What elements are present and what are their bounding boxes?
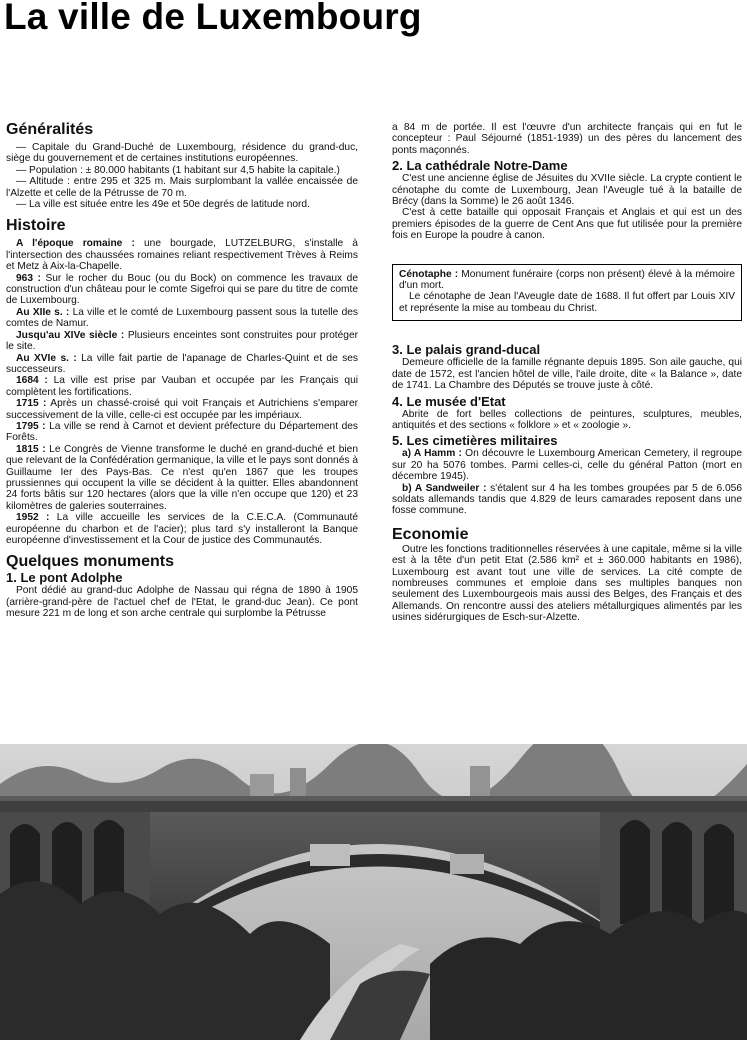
cimetiere-hamm (392, 448, 742, 482)
generalites-para: — Altitude : entre 295 et 325 m. Mais surplombant la vallée encaissée de l'Alzette et celle de la Pétrusse de 70 m. (6, 176, 358, 199)
entry-text: Sur le rocher du Bouc (ou du Bock) on commence les travaux de construction d'un château pour le comte Sigefroi qui se pare du titre de comte de Luxembourg. (6, 272, 358, 307)
entry-lead: 1815 : (16, 443, 46, 455)
heading-histoire: Histoire (6, 217, 66, 235)
small-arch (620, 820, 650, 924)
right-column (392, 122, 742, 624)
entry-text: Plusieurs enceintes sont construites pour protéger le site. (6, 329, 358, 353)
generalites-para: — Capitale du Grand-Duché de Luxembourg, résidence du grand-duc, siège du gouvernement et de certaines institutions européennes. (6, 142, 358, 165)
entry-text: Le Congrès de Vienne transforme le duché en grand-duché et bien que relevant de la Confédération germanique, la ville et le pays sont donnés à Guillaume Ier des Pays-Bas. Ce n'est qu'en 1867 que les troupes prussiennes qui occupent la ville se décident à la quitter. Elles abandonnent 24 forts bâtis sur 120 hectares (alors que la ville n'en occupe que 120) et 23 kilomètres de galeries souterraines. (6, 443, 358, 512)
hamm-lead: a) A Hamm : (402, 448, 462, 460)
heading-economie: Economie (392, 525, 469, 543)
entry-lead: Jusqu'au XIVe siècle : (16, 329, 125, 341)
bridge-photo-illustration (0, 744, 747, 1040)
cathedrale-para: C'est une ancienne église de Jésuites du XVIIe siècle. La crypte contient le cénotaphe du comte de Luxembourg, Jean l'Aveugle tué à la bataille de Brécy (dans la Somme) le 26 août 1346. (392, 173, 742, 208)
hamm-text: On découvre le Luxembourg American Cemetery, il regroupe sur 20 ha 5076 tombes. Parmi celles-ci, celle du général Patton (mort en décembre 1945). (392, 448, 742, 483)
histoire-entry (6, 398, 358, 421)
histoire-body (6, 238, 358, 546)
histoire-entry (6, 307, 358, 330)
entry-text: La ville et le comté de Luxembourg passent sous la tutelle des comtes de Namur. (6, 306, 358, 330)
cenotaphe-lead: Cénotaphe : (399, 268, 459, 280)
heading-generalites: Généralités (6, 121, 94, 138)
cimetiere-sandweiler (392, 483, 742, 517)
histoire-entry (6, 353, 358, 376)
cenotaphe-def: Monument funéraire (corps non présent) élevé à la mémoire d'un mort. (399, 268, 735, 292)
histoire-entry (6, 444, 358, 512)
cenotaphe-text: Le cénotaphe de Jean l'Aveugle date de 1688. Il fut offert par Louis XIV et représente la mise au tombeau du Christ. (399, 291, 735, 314)
economie-text: Outre les fonctions traditionnelles réservées à une capitale, même si la ville est à la tête d'un petit Etat (2.586 km² et ± 360.000 habitants en 1986), Luxembourg est avant tout une ville de services. La cité compte de nombreuses communes et emploie dans ses multiples banques non seulement des Luxembourgeois mais aussi des Belges, des Français et des Allemands. On rencontre aussi des ateliers métallurgiques alimentés par les usines sidérurgiques de Esch-sur-Alzette. (392, 543, 742, 624)
histoire-entry (6, 330, 358, 353)
entry-lead: 963 : (16, 272, 41, 284)
small-arch (662, 822, 692, 924)
bridge-deck (0, 800, 747, 812)
heading-cathedrale: 2. La cathédrale Notre-Dame (392, 158, 568, 174)
sandweiler-text: s'étalent sur 4 ha les tombes groupées par 5 de 6.056 soldats allemands tandis que 4.829 de leurs camarades reposent dans une fosse commune. (392, 482, 742, 517)
valley-house (450, 854, 484, 874)
valley-house (310, 844, 350, 866)
entry-lead: 1684 : (16, 375, 48, 387)
histoire-entry (6, 375, 358, 398)
bridge-parapet (0, 796, 747, 801)
sandweiler-lead: b) A Sandweiler : (402, 482, 487, 494)
generalites-para: — Population : ± 80.000 habitants (1 habitant sur 4,5 habite la capitale.) (16, 164, 340, 176)
entry-lead: 1952 : (16, 512, 50, 524)
histoire-entry (6, 273, 358, 307)
cathedrale-para: C'est à cette bataille qui opposait Français et Anglais et qui est un des premiers épisodes de la guerre de Cent Ans que fut utilisée pour la première fois en Europe la poudre à canon. (392, 207, 742, 242)
pont-adolphe-photo (0, 744, 747, 1040)
generalites-para: — La ville est située entre les 49e et 50e degrés de latitude nord. (16, 199, 310, 211)
entry-lead: 1715 : (16, 398, 47, 410)
palais-text: Demeure officielle de la famille régnante depuis 1895. Son aile gauche, qui date de 1572, est l'ancien hôtel de ville, l'aile droite, dite « la Balance », date de 1741. La Chambre des Députés se trouve juste à côté. (392, 357, 742, 392)
histoire-entry (6, 421, 358, 444)
entry-text: Après un chassé-croisé qui voit Français et Autrichiens s'emparer successivement de la ville, celle-ci est occupée par les impériaux. (6, 398, 359, 421)
heading-monuments: Quelques monuments (6, 553, 175, 571)
cenotaphe-box (392, 264, 742, 322)
left-column (6, 120, 358, 620)
entry-lead: A l'époque romaine : (16, 238, 135, 250)
histoire-entry (6, 512, 358, 546)
heading-pont-adolphe: 1. Le pont Adolphe (6, 570, 123, 586)
generalites-body (6, 142, 358, 210)
heading-musee: 4. Le musée d'Etat (392, 393, 506, 409)
page-title: La ville de Luxembourg (4, 0, 422, 37)
pont-adolphe-continued: a 84 m de portée. Il est l'œuvre d'un architecte français qui en fut le concepteur : Paul Séjourné (1851-1939) un des pères du lancement des ponts maçonnés. (392, 122, 742, 156)
musee-text: Abrite de fort belles collections de peintures, sculptures, meubles, antiquités et des sections « folklore » et « zoologie ». (392, 408, 742, 431)
small-arch (704, 824, 734, 924)
entry-lead: 1795 : (16, 420, 46, 432)
heading-palais: 3. Le palais grand-ducal (392, 342, 541, 358)
entry-lead: Au XIIe s. : (16, 306, 70, 318)
entry-lead: Au XVIe s. : (16, 352, 77, 364)
entry-text: La ville est prise par Vauban et occupée par les Français qui complètent les fortifications. (6, 375, 359, 398)
histoire-entry (6, 238, 358, 272)
entry-text: La ville se rend à Carnot et devient préfecture du Département des Forêts. (6, 420, 359, 444)
entry-text: La ville accueille les services de la C.E.C.A. (Communauté européenne du charbon et de l'acier); plus tard s'y installeront la Banque européenne d'investissement et la Cour de justice des Communautés. (6, 512, 358, 546)
heading-cimetieres: 5. Les cimetières militaires (392, 433, 558, 449)
entry-text: une bourgade, LUTZELBURG, s'installe à l'intersection des chaussées romaines reliant respectivement Trèves à Reims et Metz à Aix-la-Chapelle. (6, 238, 358, 273)
entry-text: La ville fait partie de l'apanage de Charles-Quint et de ses successeurs. (6, 352, 358, 375)
cenotaphe-definition (399, 269, 735, 292)
pont-adolphe-text: Pont dédié au grand-duc Adolphe de Nassau qui régna de 1890 à 1905 (arrière-grand-père de l'actuel chef de l'Etat, le grand-duc Jean). Ce pont mesure 221 m de long et son arche centrale qui surplombe la Pétrusse (6, 585, 358, 620)
